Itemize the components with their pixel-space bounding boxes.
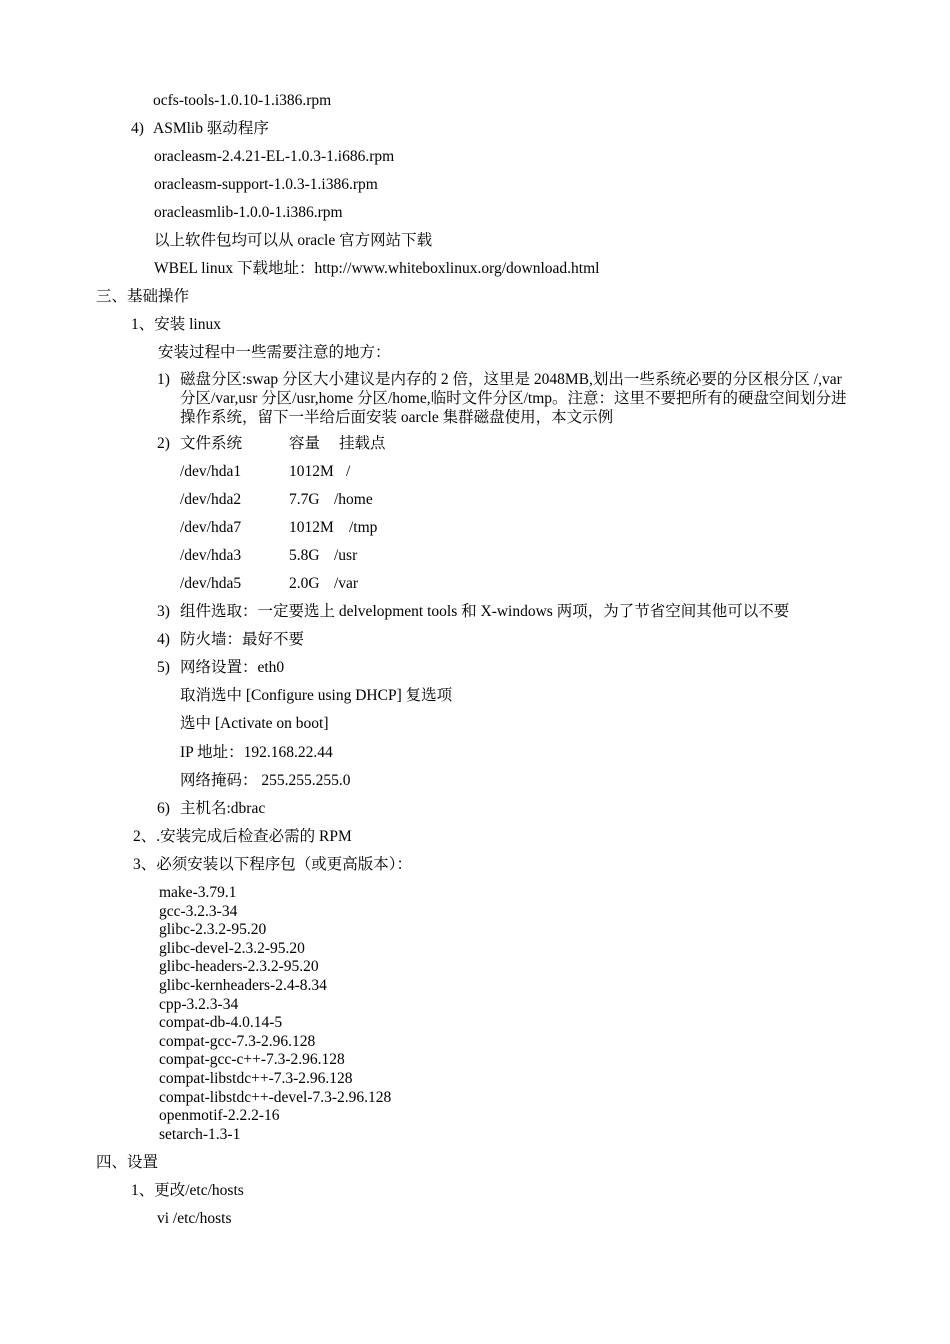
list-item: glibc-kernheaders-2.4-8.34 (159, 976, 327, 994)
vi-hosts-command: vi /etc/hosts (157, 1210, 232, 1227)
fs-device: /dev/hda1 (180, 463, 242, 480)
network-activate-on-boot: 选中 [Activate on boot] (180, 715, 329, 732)
asmlib-item-number: 4) (131, 120, 144, 137)
step-number: 3) (157, 603, 170, 620)
oracleasmlib-package: oracleasmlib-1.0.0-1.i386.rpm (154, 204, 343, 221)
list-item: gcc-3.2.3-34 (159, 902, 238, 920)
asmlib-title: ASMlib 驱动程序 (153, 120, 269, 137)
fs-device: /dev/hda3 (180, 547, 242, 564)
fs-size: 5.8G (289, 547, 320, 564)
download-note: 以上软件包均可以从 oracle 官方网站下载 (154, 232, 433, 249)
step-network-text: 网络设置：eth0 (180, 659, 285, 676)
list-item: cpp-3.2.3-34 (159, 995, 239, 1013)
section3-heading: 三、基础操作 (96, 288, 190, 305)
fs-size: 1012M (289, 519, 334, 536)
fs-header-mountpoint: 挂载点 (339, 435, 386, 452)
oracleasm-support-package: oracleasm-support-1.0.3-1.i386.rpm (154, 176, 378, 193)
fs-device: /dev/hda2 (180, 491, 242, 508)
list-item: glibc-2.3.2-95.20 (159, 921, 267, 939)
oracleasm-package: oracleasm-2.4.21-EL-1.0.3-1.i686.rpm (154, 148, 395, 165)
step-number: 4) (157, 631, 170, 648)
required-packages-heading: 3、必须安装以下程序包（或更高版本）： (133, 856, 413, 873)
install-intro: 安装过程中一些需要注意的地方： (158, 344, 391, 361)
list-item: glibc-headers-2.3.2-95.20 (159, 958, 319, 976)
list-item: make-3.79.1 (159, 884, 237, 901)
fs-size: 7.7G (289, 491, 320, 508)
fs-size: 1012M (289, 463, 334, 480)
step-partition-text: 磁盘分区:swap 分区大小建议是内存的 2 倍，这里是 2048MB,划出一些系统必要的分区根分区 /,var 分区/var,usr 分区/usr,home 分区/home,临时文件分区/tmp。注意：这里不要把所有的硬盘空间划分进操作系统，留下一半给后面安装 oarcle 集群磁盘使用，本文示例 (180, 371, 847, 426)
wbel-download-link: WBEL linux 下载地址：http://www.whiteboxlinux.org/download.html (154, 260, 600, 277)
network-netmask: 网络掩码： 255.255.255.0 (180, 772, 351, 789)
list-item: glibc-devel-2.3.2-95.20 (159, 939, 305, 957)
list-item: compat-db-4.0.14-5 (159, 1014, 283, 1032)
list-item: compat-gcc-c++-7.3-2.96.128 (159, 1051, 345, 1069)
section4-heading: 四、设置 (96, 1154, 159, 1171)
fs-mount: /home (334, 491, 373, 508)
fs-device: /dev/hda7 (180, 519, 242, 536)
list-item: compat-libstdc++-devel-7.3-2.96.128 (159, 1088, 392, 1106)
fs-header-capacity: 容量 (289, 435, 321, 452)
network-dhcp: 取消选中 [Configure using DHCP] 复选项 (180, 687, 453, 704)
edit-hosts-heading: 1、更改/etc/hosts (131, 1182, 244, 1199)
step-number: 1) (157, 371, 170, 388)
fs-mount: /tmp (349, 519, 378, 536)
step-number: 5) (157, 659, 170, 676)
step-hostname-text: 主机名:dbrac (180, 800, 266, 817)
fs-mount: / (346, 463, 351, 480)
package-list (159, 884, 391, 1144)
fs-device: /dev/hda5 (180, 575, 242, 592)
step-firewall-text: 防火墙：最好不要 (180, 631, 305, 648)
fs-header-filesystem: 文件系统 (180, 435, 243, 452)
network-ip: IP 地址：192.168.22.44 (180, 744, 333, 761)
step-components-text: 组件选取：一定要选上 delvelopment tools 和 X-windows 两项，为了节省空间其他可以不要 (180, 603, 790, 620)
list-item: setarch-1.3-1 (159, 1125, 241, 1143)
fs-mount: /usr (334, 547, 358, 564)
install-linux-heading: 1、安装 linux (131, 316, 221, 333)
ocfs-tools-package: ocfs-tools-1.0.10-1.i386.rpm (153, 92, 332, 109)
step-number: 2) (157, 435, 170, 452)
step-number: 6) (157, 800, 170, 817)
list-item: openmotif-2.2.2-16 (159, 1107, 280, 1125)
fs-size: 2.0G (289, 575, 320, 592)
list-item: compat-libstdc++-7.3-2.96.128 (159, 1069, 353, 1087)
fs-mount: /var (334, 575, 359, 592)
check-rpm-heading: 2、.安装完成后检查必需的 RPM (133, 828, 352, 845)
list-item: compat-gcc-7.3-2.96.128 (159, 1032, 316, 1050)
